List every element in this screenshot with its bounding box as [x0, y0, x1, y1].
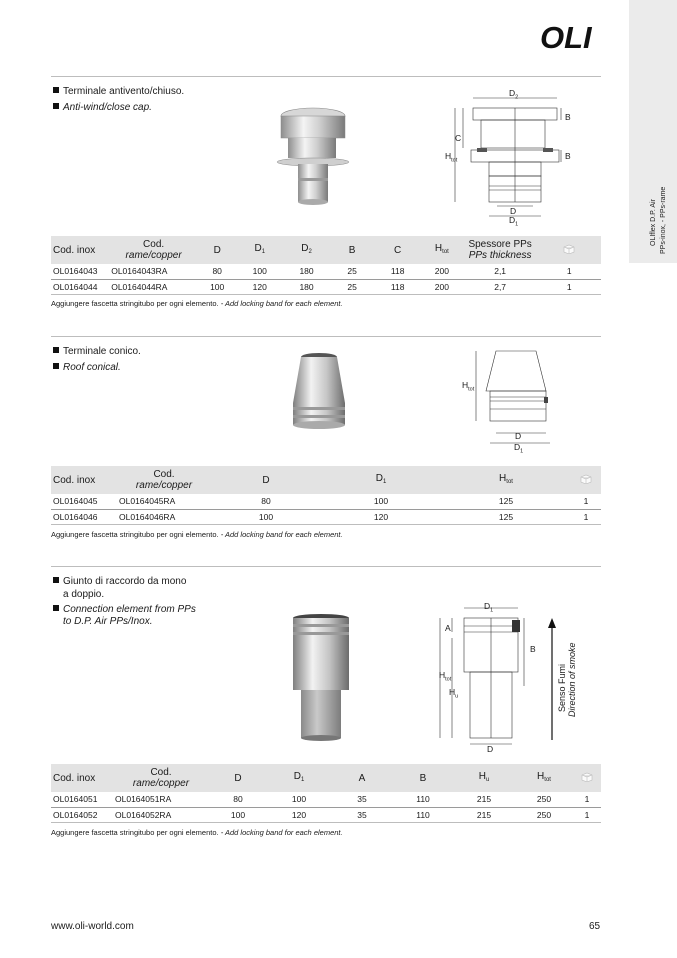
col-b: B [348, 244, 356, 256]
table-row: OL0164043 OL0164043RA 80 100 180 25 118 200 2,1 1 [51, 264, 601, 279]
roof-conical-photo [287, 351, 351, 431]
section-1-title-en: Anti-wind/close cap. [53, 101, 152, 114]
bullet-square-icon [53, 363, 59, 369]
col-d: D [234, 772, 242, 784]
footer-url: www.oli-world.com [51, 921, 134, 932]
bullet-square-icon [53, 103, 59, 109]
section-1-title-it: Terminale antivento/chiuso. [53, 85, 184, 98]
col-d1: $D_1$ [375, 472, 387, 485]
drawing-label-htot: $H_{tot}$ [445, 151, 458, 164]
sidebar-line-1: OLIflex D.P. Air [650, 199, 657, 246]
col-d1: $D_1$ [254, 242, 266, 255]
col-pps-thickness: Spessore PPs PPs thickness [468, 239, 532, 261]
anti-wind-cap-drawing [441, 88, 576, 224]
section-3-rule [51, 566, 601, 567]
col-code-inox: Cod. inox [53, 474, 96, 486]
sidebar-line-2: PPs-inox, - PPs-rame [660, 186, 667, 254]
drawing-label-htot: $H_{tot}$ [439, 670, 452, 683]
direction-label-it: Senso Fumi [557, 663, 567, 712]
note-locking-band: Aggiungere fascetta stringitubo per ogni elemento. - Add locking band for each element. [51, 530, 343, 539]
col-pack [571, 466, 601, 494]
note-locking-band: Aggiungere fascetta stringitubo per ogni elemento. - Add locking band for each element. [51, 828, 343, 837]
drawing-label-d: D [487, 744, 494, 754]
col-htot: $H_{tot}$ [499, 472, 513, 485]
table-header-row [51, 764, 601, 792]
table-anti-wind-cap [51, 236, 601, 295]
drawing-label-d: D [510, 206, 517, 216]
col-code-copper: Cod. rame/copper [132, 767, 190, 789]
drawing-label-b2: B [565, 151, 571, 161]
col-code-copper: Cod. rame/copper [135, 469, 193, 491]
drawing-label-htot: $H_{tot}$ [462, 380, 475, 393]
col-htot: $H_{tot}$ [537, 770, 551, 783]
package-icon [580, 474, 592, 484]
col-htot: $H_{tot}$ [434, 242, 449, 255]
table-row: OL0164051 OL0164051RA 80 100 35 110 215 250 1 [51, 792, 601, 807]
col-d1: $D_1$ [293, 770, 305, 783]
drawing-label-b: B [530, 644, 536, 654]
section-2-title-en: Roof conical. [53, 361, 121, 374]
col-pack [573, 764, 601, 792]
note-locking-band: Aggiungere fascetta stringitubo per ogni elemento. - Add locking band for each element. [51, 299, 343, 308]
col-code-inox: Cod. inox [53, 772, 96, 784]
drawing-label-c: C [455, 133, 462, 143]
section-3-title-en-2: to D.P. Air PPs/Inox. [63, 616, 153, 627]
connection-element-photo [287, 612, 355, 742]
col-code-copper: Cod. rame/copper [125, 239, 182, 261]
col-c: C [394, 244, 402, 256]
drawing-label-d2: $D_2$ [509, 88, 519, 101]
table-row: OL0164044 OL0164044RA 100 120 180 25 118 200 2,7 1 [51, 279, 601, 294]
col-hu: $H_u$ [478, 770, 490, 783]
col-d2: $D_2$ [301, 242, 312, 255]
col-d: D [213, 244, 221, 256]
bullet-square-icon [53, 605, 59, 611]
drawing-label-d1: $D_1$ [509, 215, 519, 228]
direction-label-en: Direction of smoke [567, 642, 577, 717]
table-header-row [51, 236, 601, 264]
table-row: OL0164046 OL0164046RA 100 120 125 1 [51, 509, 601, 524]
col-b: B [419, 772, 427, 784]
table-row: OL0164052 OL0164052RA 100 120 35 110 215 250 1 [51, 807, 601, 822]
table-header-row [51, 466, 601, 494]
drawing-label-d: D [515, 431, 522, 441]
section-2-title-it: Terminale conico. [53, 345, 141, 358]
page-number: 65 [589, 921, 601, 932]
table-roof-conical [51, 466, 601, 525]
anti-wind-cap-photo [272, 106, 354, 206]
package-icon [581, 772, 593, 782]
bullet-square-icon [53, 577, 59, 583]
col-pack [538, 236, 601, 264]
drawing-label-d1: $D_1$ [484, 601, 494, 614]
logo-text: OLI [540, 22, 592, 52]
section-3-title-it-2: a doppio. [63, 589, 105, 600]
section-3-title-it: Giunto di raccordo da mono [53, 575, 186, 588]
section-1-rule [51, 76, 601, 77]
bullet-square-icon [53, 347, 59, 353]
section-2-rule [51, 336, 601, 337]
col-d: D [262, 474, 270, 486]
table-row: OL0164045 OL0164045RA 80 100 125 1 [51, 494, 601, 509]
sidebar-tab-text [629, 0, 677, 263]
oli-logo [540, 22, 602, 52]
col-code-inox: Cod. inox [53, 244, 96, 256]
package-icon [563, 244, 575, 254]
drawing-label-d1: $D_1$ [514, 442, 524, 455]
drawing-label-a: A [445, 623, 451, 633]
bullet-square-icon [53, 87, 59, 93]
col-a: A [358, 772, 366, 784]
drawing-label-hu: $H_u$ [449, 687, 459, 700]
section-3-title-en: Connection element from PPs [53, 603, 196, 616]
drawing-label-b: B [565, 112, 571, 122]
table-connection-element [51, 764, 601, 823]
